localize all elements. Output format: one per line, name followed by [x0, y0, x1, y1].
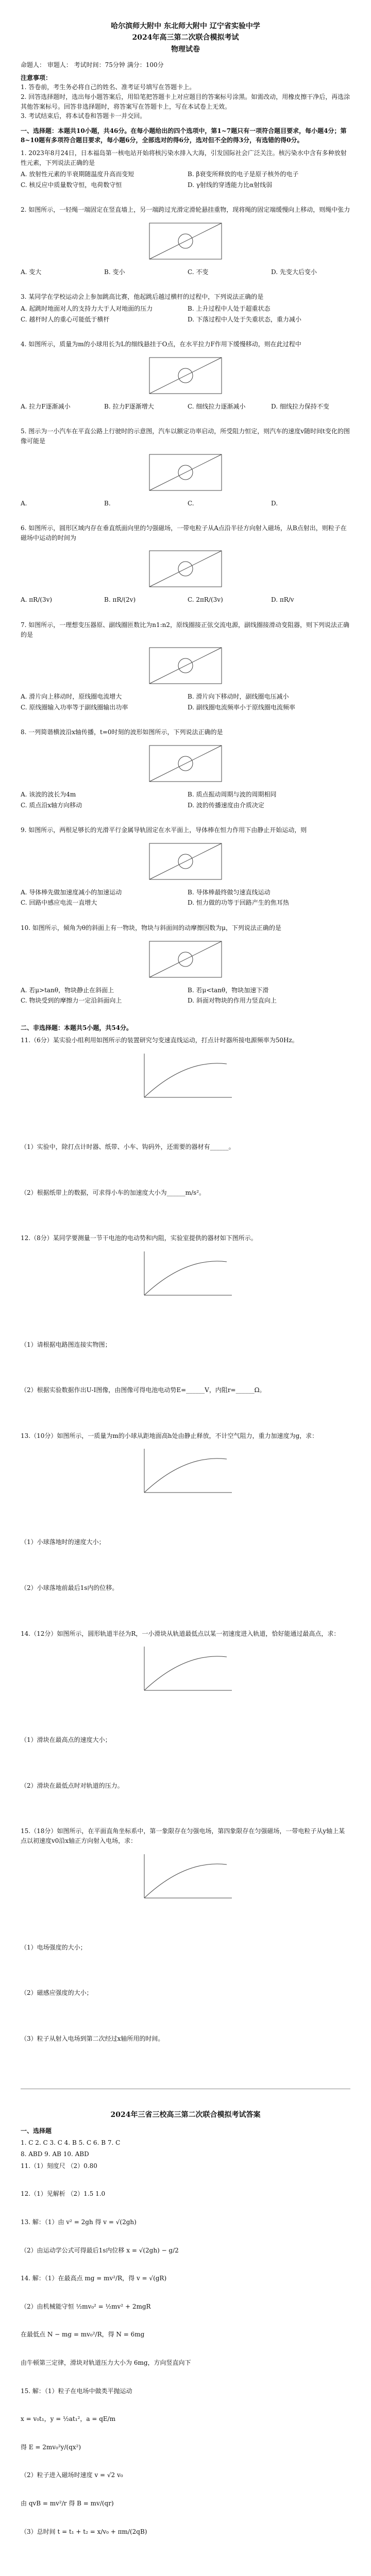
answer-choice-line: 8. ABD 9. AB 10. ABD: [21, 2150, 89, 2158]
note-item: 2. 回答选择题时，选出每小题答案后，用铅笔把答题卡上对应题目的答案标号涂黑。如需改动，用橡皮擦干净后，再选涂其他答案标号。回答非选择题时，将答案写在答题卡上，写在本试卷上无效。: [21, 93, 350, 110]
option-item: C. 2πR/(3v): [188, 596, 223, 604]
question-gap: [21, 715, 350, 724]
option-item: C. 不变: [188, 268, 209, 276]
open-question-line: （1）滑块在最高点的速度大小；: [21, 1736, 111, 1744]
option-item: C. 回路中感应电流一直增大: [21, 899, 97, 907]
question-figure: [134, 1048, 237, 1105]
option-item: D. 细线拉力保持不变: [271, 402, 329, 410]
question-figure: [144, 838, 227, 885]
question-stem: 6. 如图所示，圆形区域内存在垂直纸面向里的匀强磁场，一带电粒子从A点沿半径方向射入磁场，从B点射出，则粒子在磁场中运动的时间为: [21, 524, 347, 541]
option-list: [21, 888, 350, 908]
answer-line: （2）由机械能守恒 ½mv₀² = ½mv² + 2mgR: [21, 2302, 151, 2310]
option-list: [21, 986, 350, 1006]
option-item: C. 物块受到的摩擦力一定沿斜面向上: [21, 997, 122, 1005]
option-item: C. 越杆时人的重心可能低于横杆: [21, 315, 110, 323]
section-2-title: 二、非选择题：本题共5小题，共54分。: [21, 1024, 133, 1031]
question-stem: 5. 图示为一小汽车在平直公路上行驶时的示意图，汽车以额定功率启动，所受阻力恒定，则汽车的速度v随时间t变化的图像可能是: [21, 428, 350, 445]
option-item: B. 若μ<tanθ，物块加速下滑: [188, 986, 269, 994]
option-item: A. 拉力F逐渐减小: [21, 402, 71, 410]
option-item: C. 细线拉力逐渐减小: [188, 402, 246, 410]
option-item: B. 导体棒最终做匀速直线运动: [188, 888, 271, 896]
answer-line: 15. 解：（1）粒子在电场中做类平抛运动: [21, 2387, 132, 2395]
question-gap: [21, 193, 350, 202]
answer-line: （3）总时间 t = t₁ + t₂ = x/v₀ + πm/(2qB): [21, 2528, 147, 2535]
option-item: D. πR/v: [271, 596, 294, 604]
answer-space: [21, 2045, 350, 2076]
answer-gap: [21, 2173, 350, 2187]
question-gap: [21, 511, 350, 520]
answer-gap: [21, 2313, 350, 2328]
option-item: B. 质点振动周期与波的周期相同: [188, 790, 277, 798]
answer-line: x = v₀t₁，y = ½at₁²，a = qE/m: [21, 2415, 116, 2423]
option-item: D. 副线圈电流频率小于原线圈电流频率: [188, 703, 295, 711]
answer-gap: [21, 2538, 350, 2553]
answer-gap: [21, 2454, 350, 2468]
answer-space: [21, 1154, 350, 1185]
answer-space: [21, 1954, 350, 1985]
answer-space: [21, 1595, 350, 1626]
option-item: B. β衰变所释放的电子是原子核外的电子: [188, 171, 299, 178]
answer-space: [21, 1108, 350, 1139]
question-stem: 7. 如图所示，一理想变压器原、副线圈匝数比为n1:n2，原线圈接正弦交流电源，副线圈接滑动变阻器，则下列说法正确的是: [21, 621, 350, 638]
option-item: B. 上升过程中人处于超重状态: [188, 305, 271, 313]
option-item: B. 滑片向下移动时，副线圈电压减小: [188, 693, 289, 701]
question-figure: [144, 218, 227, 264]
question-gap: [21, 608, 350, 617]
answer-line: 13. 解：（1）由 v² = 2gh 得 v = √(2gh): [21, 2218, 137, 2226]
option-list: [21, 402, 350, 412]
option-list: [21, 170, 350, 190]
question-figure: [134, 1849, 237, 1906]
question-stem: 1. 2023年8月24日，日本福岛第一核电站开始将核污染水排入大海，引发国际社会广泛关注。核污染水中含有多种放射性元素，下列说法正确的是: [21, 149, 347, 166]
exam-notes: [21, 73, 350, 121]
question-stem: 9. 如图所示，两根足够长的光滑平行金属导轨固定在水平面上，导体棒在恒力作用下由静止开始运动，则: [21, 826, 307, 834]
question-gap: [21, 911, 350, 920]
section-1-title: 一、选择题：本题共10小题，共46分。在每小题给出的四个选项中，第1~7题只有一项符合题目要求，每小题4分；第8~10题有多项符合题目要求，每小题6分，全部选对的得6分，选对但不全的得3分，有选错的得0分。: [21, 127, 347, 144]
answer-gap: [21, 2285, 350, 2300]
option-item: A. 变大: [21, 268, 42, 276]
answer-gap: [21, 2229, 350, 2244]
option-item: A.: [21, 499, 27, 507]
answer-gap: [21, 2511, 350, 2525]
open-question-line: （2）根据实验数据作出U-I图像，由图像可得电池电动势E=______V，内阻r=______Ω。: [21, 1386, 266, 1394]
answer-space: [21, 1199, 350, 1230]
answer-line: 12.（1）见解析 （2）1.5 1.0: [21, 2190, 106, 2198]
answer-space: [21, 2000, 350, 2031]
question-gap: [21, 414, 350, 423]
option-item: D.: [271, 499, 278, 507]
answer-title: 2024年三省三校高三第二次联合模拟考试答案: [110, 2111, 261, 2120]
option-list: [21, 499, 350, 509]
open-question-line: 11.（6分）某实验小组利用如图所示的装置研究匀变速直线运动，打点计时器所接电源频率为50Hz。: [21, 1037, 298, 1044]
answer-space: [21, 1351, 350, 1382]
question-stem: 2. 如图所示，一轻绳一端固定在竖直墙上，另一端跨过光滑定滑轮悬挂重物，现将绳的固定端缓慢向上移动，则绳中张力: [21, 206, 350, 214]
option-item: D. 波的传播速度由介质决定: [188, 801, 264, 809]
option-item: A. 滑片向上移动时，原线圈电流增大: [21, 693, 122, 701]
open-question-line: （3）粒子从射入电场到第二次经过x轴所用的时间。: [21, 2035, 164, 2042]
answer-line: 14. 解：（1）在最高点 mg = mv²/R，得 v = √(gR): [21, 2275, 167, 2282]
open-question-line: （2）滑块在最低点时对轨道的压力。: [21, 1782, 124, 1789]
answer-line: （2）粒子进入磁场时速度 v = √2 v₀: [21, 2471, 123, 2479]
question-figure: [144, 352, 227, 399]
option-item: B. 拉力F逐渐增大: [104, 402, 154, 410]
open-question-line: （2）磁感应强度的大小；: [21, 1989, 93, 1997]
answer-space: [21, 1792, 350, 1823]
answer-line: 由 qvB = mv²/r 得 B = mv/(qr): [21, 2500, 114, 2507]
question-gap: [21, 327, 350, 336]
answer-space: [21, 1909, 350, 1940]
subject-title: 物理试卷: [171, 45, 200, 54]
option-item: A. πR/(3v): [21, 596, 53, 604]
option-item: C.: [188, 499, 194, 507]
note-item: 3. 考试结束后，将本试卷和答题卡一并交回。: [21, 112, 146, 120]
answer-space: [21, 1549, 350, 1580]
notes-heading: 注意事项：: [21, 74, 52, 81]
question-figure: [134, 1444, 237, 1500]
school-line: 哈尔滨师大附中 东北师大附中 辽宁省实验中学: [111, 22, 260, 30]
open-question-line: （2）小球落地前最后1s内的位移。: [21, 1584, 119, 1592]
question-stem: 10. 如图所示，倾角为θ的斜面上有一物块，物块与斜面间的动摩擦因数为μ，下列说法正确的是: [21, 924, 281, 931]
option-item: A. 该波的波长为4m: [21, 790, 76, 798]
question-figure: [144, 740, 227, 787]
answer-choice-line: 1. C 2. C 3. C 4. B 5. C 6. B 7. C: [21, 2139, 121, 2146]
option-item: D. γ射线的穿透能力比α射线弱: [188, 181, 273, 189]
answer-choice-head: 一、选择题: [21, 2127, 52, 2135]
question-figure: [144, 936, 227, 982]
answer-gap: [21, 2398, 350, 2412]
open-question-line: （2）根据纸带上的数据，可求得小车的加速度大小为______m/s²。: [21, 1189, 206, 1196]
option-item: C. 原线圈输入功率等于副线圈输出功率: [21, 703, 128, 711]
open-question-line: （1）实验中，除打点计时器、纸带、小车、钩码外，还需要的器材有______。: [21, 1143, 235, 1150]
question-figure: [134, 1641, 237, 1698]
answer-gap: [21, 2426, 350, 2441]
option-item: D. 先变大后变小: [271, 268, 317, 276]
option-item: A. 放射性元素的半衰期随温度升高而变短: [21, 171, 134, 178]
answer-gap: [21, 2482, 350, 2497]
answer-line: （2）由运动学公式可得最后1s内位移 x = √(2gh) − g/2: [21, 2246, 179, 2254]
option-item: A. 导体棒先做加速度减小的加速运动: [21, 888, 122, 896]
title-block: [21, 21, 350, 55]
option-item: C. 核反应中质量数守恒，电荷数守恒: [21, 181, 122, 189]
question-figure: [134, 1246, 237, 1303]
answer-gap: [21, 2201, 350, 2215]
option-list: [21, 790, 350, 810]
option-item: D. 斜面对物块的作用力竖直向上: [188, 997, 277, 1005]
open-question-line: （1）电场强度的大小；: [21, 1943, 87, 1951]
option-item: A. 起跳时地面对人的支持力大于人对地面的压力: [21, 305, 153, 313]
answer-space: [21, 1397, 350, 1428]
option-list: [21, 595, 350, 605]
option-item: A. 若μ>tanθ，物块静止在斜面上: [21, 986, 114, 994]
option-item: C. 质点沿x轴方向移动: [21, 801, 82, 809]
question-figure: [144, 546, 227, 592]
open-question-line: 15.（18分）如图所示，在平面直角坐标系中，第一象限存在匀强电场，第四象限存在匀强磁场，一带电粒子从y轴上某点以初速度v0沿x轴正方向射入电场，求：: [21, 1827, 345, 1845]
option-item: B.: [104, 499, 111, 507]
answer-space: [21, 1701, 350, 1732]
answer-space: [21, 1503, 350, 1534]
answer-gap: [21, 2257, 350, 2272]
option-list: [21, 267, 350, 277]
question-figure: [144, 449, 227, 496]
exam-line: 2024年高三第二次联合模拟考试: [132, 33, 239, 42]
answer-gap: [21, 2370, 350, 2384]
open-question-line: 13.（10分）如图所示，一质量为m的小球从距地面高h处由静止释放，不计空气阻力，重力加速度为g，求：: [21, 1432, 318, 1439]
option-item: D. 下落过程中人处于失重状态，重力减小: [188, 315, 301, 323]
open-question-line: 12.（8分）某同学要测量一节干电池的电动势和内阻，实验室提供的器材如下图所示。: [21, 1234, 257, 1242]
question-gap: [21, 813, 350, 822]
question-stem: 4. 如图所示，质量为m的小球用长为L的细线悬挂于O点，在水平拉力F作用下缓慢移动，则在此过程中: [21, 341, 301, 348]
question-stem: 3. 某同学在学校运动会上参加跳高比赛，他起跳后越过横杆的过程中，下列说法正确的是: [21, 293, 264, 301]
answer-line: 由牛顿第三定律，滑块对轨道压力大小为 6mg，方向竖直向下: [21, 2359, 191, 2367]
answer-line: 11.（1）刻度尺 （2）0.80: [21, 2162, 97, 2170]
option-list: [21, 692, 350, 712]
open-question-line: （1）小球落地时的速度大小；: [21, 1538, 105, 1546]
question-stem: 8. 一列简谐横波沿x轴传播，t=0时刻的波形如图所示，下列说法正确的是: [21, 728, 223, 736]
answer-solutions: [21, 2161, 350, 2553]
exam-page: [21, 0, 350, 2553]
question-gap: [21, 280, 350, 289]
answer-space: [21, 1306, 350, 1337]
open-question-line: （1）请根据电路图连接实物图；: [21, 1341, 111, 1348]
option-list: [21, 304, 350, 324]
option-item: B. 变小: [104, 268, 125, 276]
open-question-line: 14.（12分）如图所示，圆形轨道半径为R，一小滑块从轨道最低点以某一初速度进入轨道，恰好能通过最高点，求：: [21, 1630, 340, 1637]
answer-line: 得 E = 2mv₀²y/(qx²): [21, 2443, 81, 2451]
exam-meta: 命题人： 审题人： 考试时间：75分钟 满分：100分: [21, 61, 164, 69]
answer-line: 在最低点 N − mg = mv₀²/R，得 N = 6mg: [21, 2331, 145, 2338]
answer-gap: [21, 2342, 350, 2356]
open-questions: [21, 1036, 350, 2076]
question-gap: [21, 1009, 350, 1018]
answer-space: [21, 1747, 350, 1778]
question-figure: [144, 642, 227, 689]
option-item: B. πR/(2v): [104, 596, 136, 604]
choice-questions: [21, 148, 350, 1018]
note-item: 1. 答卷前，考生务必将自己的姓名、准考证号填写在答题卡上。: [21, 83, 196, 91]
option-item: D. 恒力做的功等于回路产生的焦耳热: [188, 899, 289, 907]
